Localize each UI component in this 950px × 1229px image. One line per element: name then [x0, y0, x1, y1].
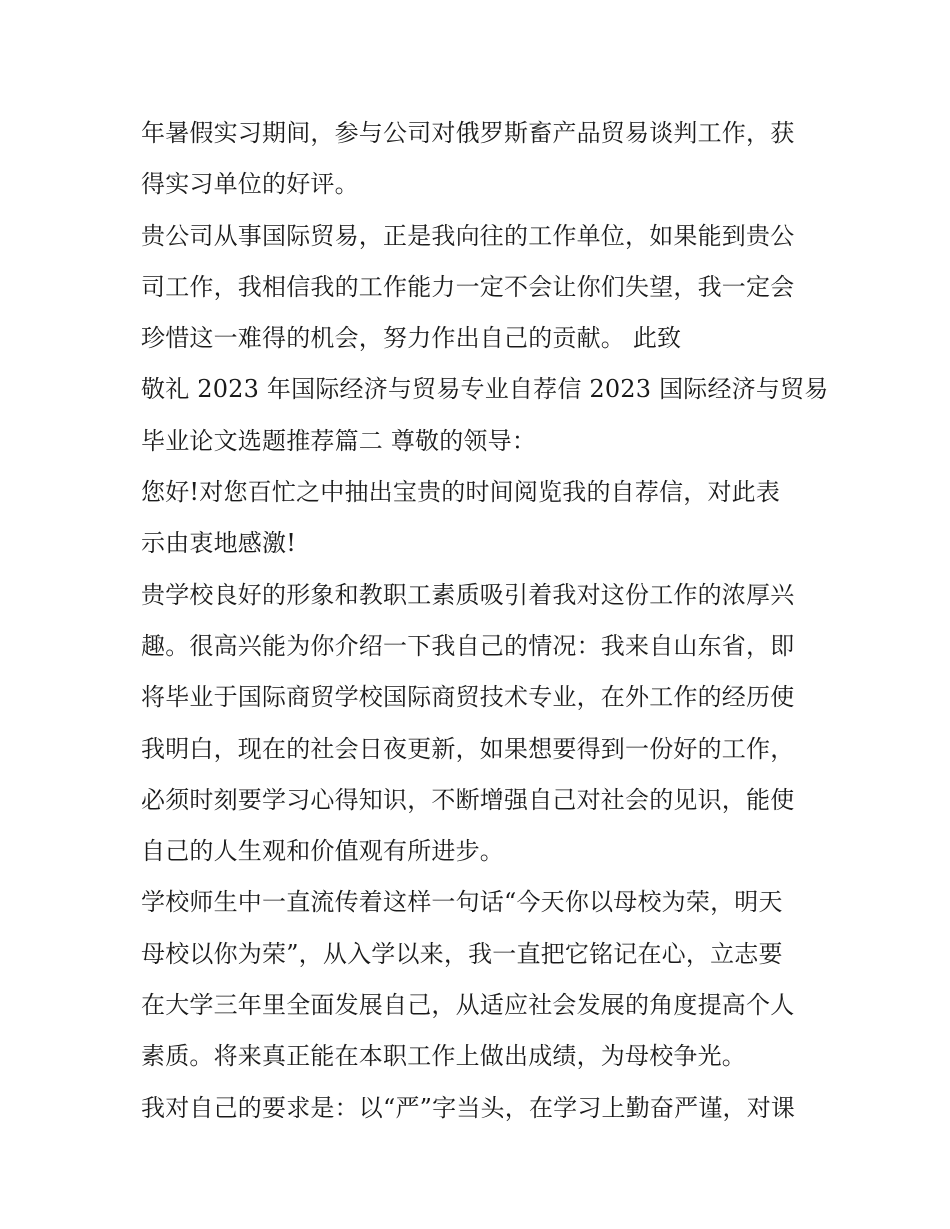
text-line: 司工作，我相信我的工作能力一定不会让你们失望，我一定会 [141, 272, 795, 301]
text-line: 趣。很高兴能为你介绍一下我自己的情况：我来自山东省，即 [141, 631, 795, 660]
text-line: 贵公司从事国际贸易，正是我向往的工作单位，如果能到贵公 [141, 221, 795, 250]
text-line: 我明白，现在的社会日夜更新，如果想要得到一份好的工作， [141, 734, 795, 763]
text-line: 将毕业于国际商贸学校国际商贸技术专业，在外工作的经历使 [141, 683, 795, 712]
document-body [141, 108, 829, 1134]
text-line: 母校以你为荣”，从入学以来，我一直把它铭记在心，立志要 [141, 939, 783, 968]
text-line: 示由衷地感激! [141, 529, 297, 558]
text-line: 必须时刻要学习心得知识，不断增强自己对社会的见识，能使 [141, 785, 795, 814]
text-line: 我对自己的要求是：以“严”字当头，在学习上勤奋严谨，对课 [141, 1093, 796, 1122]
text-line: 贵学校良好的形象和教职工素质吸引着我对这份工作的浓厚兴 [141, 580, 795, 609]
text-line: 毕业论文选题推荐篇二 尊敬的领导： [141, 426, 537, 455]
text-line: 学校师生中一直流传着这样一句话“今天你以母校为荣，明天 [141, 888, 783, 917]
text-line: 自己的人生观和价值观有所进步。 [141, 837, 504, 866]
text-line: 珍惜这一难得的机会，努力作出自己的贡献。 此致 [141, 324, 682, 353]
text-line: 年暑假实习期间，参与公司对俄罗斯畜产品贸易谈判工作，获 [141, 119, 795, 147]
text-line: 敬礼 2023 年国际经济与贸易专业自荐信 2023 国际经济与贸易 [141, 375, 829, 404]
text-line: 得实习单位的好评。 [141, 170, 359, 199]
text-line: 素质。将来真正能在本职工作上做出成绩，为母校争光。 [141, 1042, 746, 1071]
text-line: 您好!对您百忙之中抽出宝贵的时间阅览我的自荐信，对此表 [141, 478, 781, 507]
text-line: 在大学三年里全面发展自己，从适应社会发展的角度提高个人 [141, 991, 795, 1020]
